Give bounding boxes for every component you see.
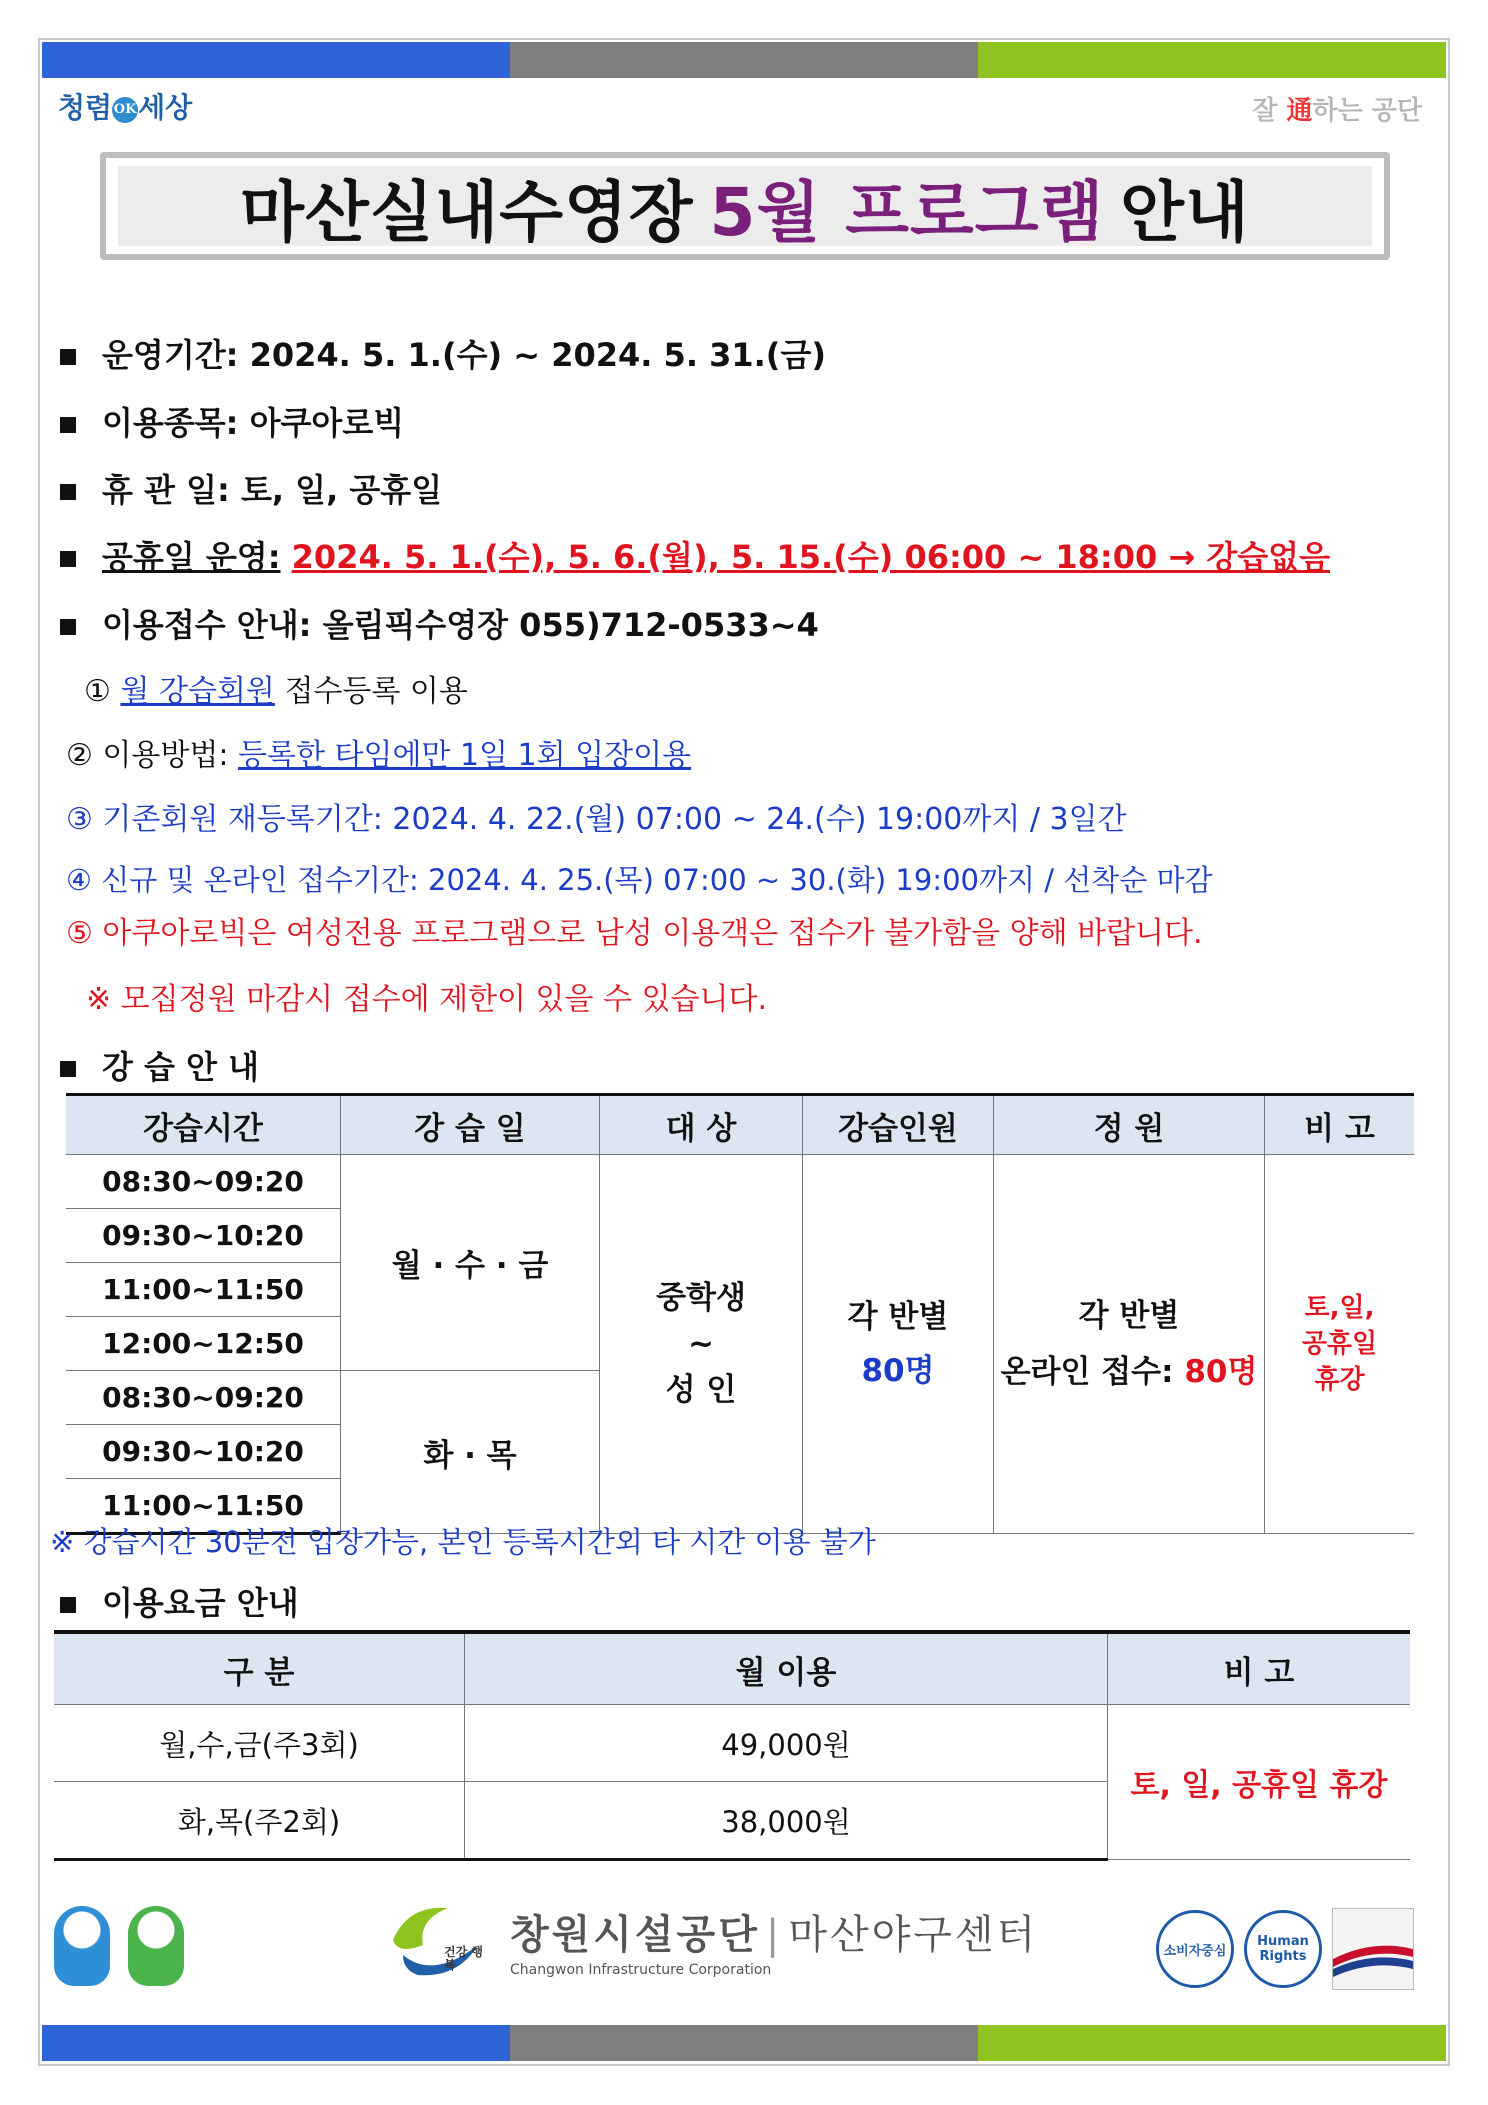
org-name: 창원시설공단 <box>510 1911 760 1958</box>
organization-logo: 건강 행복 창원시설공단 | 마산야구센터 Changwon Infrastructure Corporation <box>388 1900 1038 1980</box>
time-cell: 09:30~10:20 <box>66 1425 341 1479</box>
org-unit: 마산야구센터 <box>788 1911 1039 1958</box>
days-cell-b: 화 · 목 <box>341 1371 600 1534</box>
info-holiday: 공휴일 운영: 2024. 5. 1.(수), 5. 6.(월), 5. 15.(수) 06:00 ~ 18:00 → 강습없음 <box>60 532 1330 578</box>
schedule-footnote: ※ 강습시간 30분전 입장가능, 본인 등록시간외 타 시간 이용 불가 <box>50 1525 876 1559</box>
page-title-box <box>100 152 1390 260</box>
note-6: ※ 모집정원 마감시 접수에 제한이 있을 수 있습니다. <box>86 982 768 1017</box>
mascot-blue-icon <box>54 1906 110 1986</box>
time-cell: 12:00~12:50 <box>66 1317 341 1371</box>
table-row <box>66 1155 1414 1209</box>
fee-price: 38,000원 <box>465 1782 1108 1860</box>
header-category: 구 분 <box>54 1632 465 1705</box>
table-header-row <box>54 1632 1410 1705</box>
time-cell: 11:00~11:50 <box>66 1479 341 1534</box>
time-cell: 09:30~10:20 <box>66 1209 341 1263</box>
table-row <box>54 1705 1410 1782</box>
bullet-icon <box>60 551 76 567</box>
days-cell-a: 월 · 수 · 금 <box>341 1155 600 1371</box>
fee-section-title: 이용요금 안내 <box>60 1578 299 1624</box>
header-remark: 비 고 <box>1265 1095 1415 1155</box>
bullet-icon <box>60 1597 76 1613</box>
fee-category: 화,목(주2회) <box>54 1782 465 1860</box>
bottom-color-band <box>42 2025 1446 2061</box>
slogan-logo: 잘 通하는 공단 <box>1252 96 1422 126</box>
note-1: ① 월 강습회원 접수등록 이용 <box>84 674 468 709</box>
schedule-section-title: 강 습 안 내 <box>60 1042 259 1088</box>
mascot-green-icon <box>128 1906 184 1986</box>
page-title: 마산실내수영장 5월 프로그램 안내 <box>118 166 1372 246</box>
header-fee-remark: 비 고 <box>1108 1632 1411 1705</box>
header-monthly: 월 이용 <box>465 1632 1108 1705</box>
fee-price: 49,000원 <box>465 1705 1108 1782</box>
bullet-icon <box>60 349 76 365</box>
certification-badges <box>1156 1908 1414 1990</box>
capacity-cell: 각 반별 온라인 접수: 80명 <box>994 1155 1265 1534</box>
info-period: 운영기간: 2024. 5. 1.(수) ~ 2024. 5. 31.(금) <box>60 330 826 376</box>
note-3: ③ 기존회원 재등록기간: 2024. 4. 22.(월) 07:00 ~ 24.(수) 19:00까지 / 3일간 <box>66 802 1127 837</box>
header-days: 강 습 일 <box>341 1095 600 1155</box>
swirl-logo-icon: 건강 행복 <box>388 1900 488 1980</box>
info-closed: 휴 관 일: 토, 일, 공휴일 <box>60 465 442 511</box>
mascots <box>54 1906 184 1986</box>
info-item: 이용종목: 아쿠아로빅 <box>60 398 404 444</box>
time-cell: 08:30~09:20 <box>66 1155 341 1209</box>
fee-category: 월,수,금(주3회) <box>54 1705 465 1782</box>
class-size-cell: 각 반별 80명 <box>803 1155 994 1534</box>
time-cell: 11:00~11:50 <box>66 1263 341 1317</box>
human-rights-badge-icon: Human Rights <box>1244 1910 1322 1988</box>
integrity-logo: 청렴 OK세상 <box>58 91 193 124</box>
bullet-icon <box>60 417 76 433</box>
top-color-band <box>42 42 1446 78</box>
header-target: 대 상 <box>600 1095 803 1155</box>
info-reception: 이용접수 안내: 올림픽수영장 055)712-0533~4 <box>60 600 819 646</box>
ccm-badge-icon: 소비자중심 <box>1156 1910 1234 1988</box>
header-time: 강습시간 <box>66 1095 341 1155</box>
target-cell: 중학생 ~ 성 인 <box>600 1155 803 1534</box>
bullet-icon <box>60 1061 76 1077</box>
header-class-size: 강습인원 <box>803 1095 994 1155</box>
org-english-name: Changwon Infrastructure Corporation <box>510 1961 772 1978</box>
note-4: ④ 신규 및 온라인 접수기간: 2024. 4. 25.(목) 07:00 ~ 30.(화) 19:00까지 / 선착순 마감 <box>66 863 1213 897</box>
bullet-icon <box>60 619 76 635</box>
fee-table <box>54 1630 1410 1861</box>
table-header-row <box>66 1095 1414 1155</box>
bullet-icon <box>60 484 76 500</box>
note-5: ⑤ 아쿠아로빅은 여성전용 프로그램으로 남성 이용객은 접수가 불가함을 양해 바랍니다. <box>66 916 1203 951</box>
flag-badge-icon <box>1332 1908 1414 1990</box>
remark-cell: 토,일, 공휴일 휴강 <box>1265 1155 1415 1534</box>
fee-remark: 토, 일, 공휴일 휴강 <box>1108 1705 1411 1860</box>
time-cell: 08:30~09:20 <box>66 1371 341 1425</box>
schedule-table <box>66 1093 1414 1535</box>
note-2: ② 이용방법: 등록한 타임에만 1일 1회 입장이용 <box>66 738 692 773</box>
header-capacity: 정 원 <box>994 1095 1265 1155</box>
